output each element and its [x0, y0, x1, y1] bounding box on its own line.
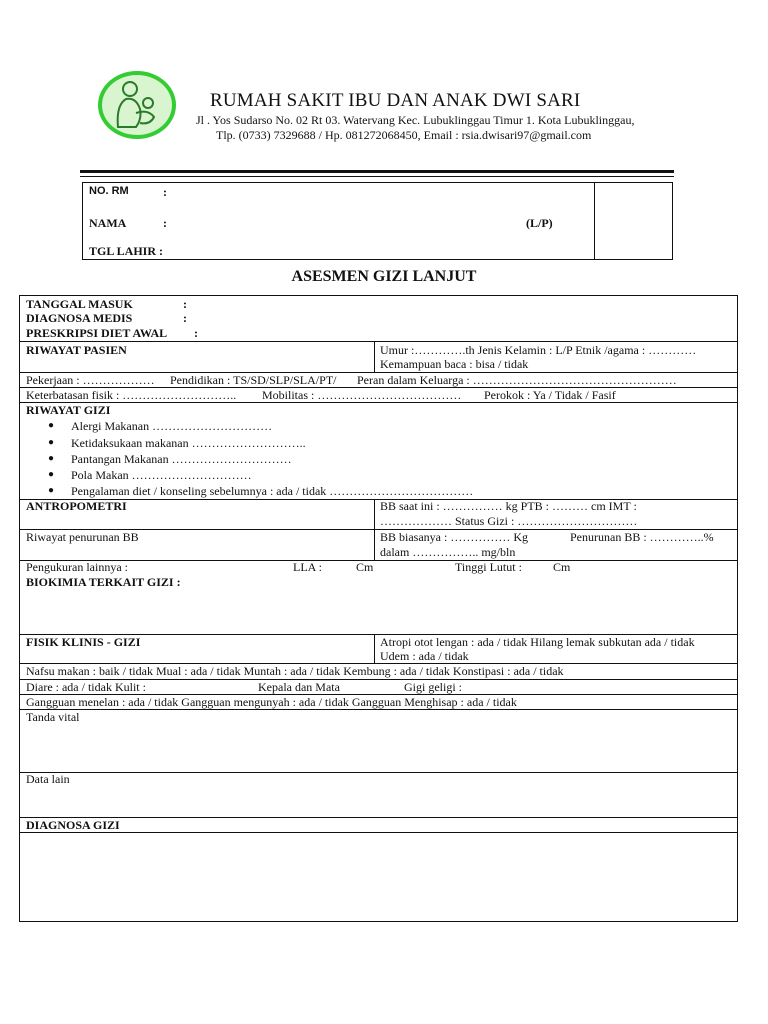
gangguan-field: Gangguan menelan : ada / tidak Gangguan mengunyah : ada / tidak Gangguan Menghisap : ada / tidak	[26, 695, 517, 709]
nafsu-makan-field: Nafsu makan : baik / tidak Mual : ada / tidak Muntah : ada / tidak Kembung : ada / tidak Konstipasi : ada / tidak	[26, 664, 564, 678]
header-rule-thin	[80, 176, 674, 177]
antropometri-heading: ANTROPOMETRI	[26, 499, 127, 513]
riwayat-pasien-heading: RIWAYAT PASIEN	[26, 343, 127, 357]
header-rule-thick	[80, 170, 674, 173]
bb-saat-ini-field: BB saat ini : …………… kg PTB : ……… cm IMT :	[380, 499, 637, 513]
atropi-field: Atropi otot lengan : ada / tidak Hilang lemak subkutan ada / tidak	[380, 635, 695, 649]
no-rm-colon: :	[163, 185, 167, 199]
penurunan-bb-field: Penurunan BB : …………..%	[570, 530, 714, 544]
gigi-field: Gigi geligi :	[404, 680, 462, 694]
data-lain-label: Data lain	[26, 772, 70, 786]
perokok-field: Perokok : Ya / Tidak / Fasif	[484, 388, 616, 402]
gender-field: (L/P)	[526, 216, 553, 230]
gizi-item: Pola Makan …………………………	[71, 468, 252, 482]
dalam-field: dalam …………….. mg/bln	[380, 545, 516, 559]
form-title: ASESMEN GIZI LANJUT	[291, 268, 477, 285]
tanggal-masuk-label: TANGGAL MASUK	[26, 297, 133, 311]
tinggi-lutut-label: Tinggi Lutut :	[455, 560, 522, 574]
tgl-lahir-label: TGL LAHIR :	[89, 244, 164, 258]
udem-field: Udem : ada / tidak	[380, 649, 469, 663]
assessment-form	[19, 295, 738, 922]
bullet-icon: ●	[48, 437, 55, 448]
kemampuan-baca-field: Kemampuan baca : bisa / tidak	[380, 357, 529, 371]
diagnosa-medis-colon: :	[183, 311, 187, 325]
bullet-icon: ●	[48, 420, 55, 431]
tanggal-masuk-colon: :	[183, 297, 187, 311]
hospital-logo	[96, 69, 178, 141]
patient-box-divider	[594, 183, 595, 259]
nama-label: NAMA	[89, 216, 127, 230]
pekerjaan-field: Pekerjaan : ………………	[26, 373, 155, 387]
fisik-klinis-heading: FISIK KLINIS - GIZI	[26, 635, 141, 649]
mobilitas-field: Mobilitas : ………………………………	[262, 388, 462, 402]
hospital-name: RUMAH SAKIT IBU DAN ANAK DWI SARI	[210, 90, 581, 111]
riwayat-penurunan-label: Riwayat penurunan BB	[26, 530, 139, 544]
bullet-icon: ●	[48, 453, 55, 464]
kepala-mata-field: Kepala dan Mata	[258, 680, 340, 694]
umur-field: Umur :………….th Jenis Kelamin : L/P Etnik /agama : …………	[380, 343, 697, 357]
lla-label: LLA :	[293, 560, 322, 574]
gizi-item: Ketidaksukaan makanan ………………………..	[71, 436, 306, 450]
preskripsi-label: PRESKRIPSI DIET AWAL	[26, 326, 168, 340]
bullet-icon: ●	[48, 485, 55, 496]
tinggi-lutut-unit: Cm	[553, 560, 571, 574]
gizi-item: Pengalaman diet / konseling sebelumnya : ada / tidak ………………………………	[71, 484, 474, 498]
peran-keluarga-field: Peran dalam Keluarga : ……………………………………………	[357, 373, 677, 387]
tanda-vital-label: Tanda vital	[26, 710, 80, 724]
biokimia-heading: BIOKIMIA TERKAIT GIZI :	[26, 575, 181, 589]
preskripsi-colon: :	[194, 326, 198, 340]
diare-field: Diare : ada / tidak Kulit :	[26, 680, 146, 694]
gizi-item: Pantangan Makanan …………………………	[71, 452, 292, 466]
keterbatasan-fisik-field: Keterbatasan fisik : ………………………..	[26, 388, 237, 402]
bullet-icon: ●	[48, 469, 55, 480]
diagnosa-medis-label: DIAGNOSA MEDIS	[26, 311, 133, 325]
gizi-item: Alergi Makanan …………………………	[71, 419, 273, 433]
hospital-contact: Tlp. (0733) 7329688 / Hp. 081272068450, Email : rsia.dwisari97@gmail.com	[216, 128, 592, 142]
patient-info-box	[82, 182, 673, 260]
nama-colon: :	[163, 216, 167, 230]
no-rm-label: NO. RM	[89, 185, 129, 197]
riwayat-gizi-heading: RIWAYAT GIZI	[26, 403, 111, 417]
lla-unit: Cm	[356, 560, 374, 574]
bb-biasanya-field: BB biasanya : …………… Kg	[380, 530, 528, 544]
pengukuran-lain-label: Pengukuran lainnya :	[26, 560, 128, 574]
pendidikan-field: Pendidikan : TS/SD/SLP/SLA/PT/	[170, 373, 337, 387]
status-gizi-field: ……………… Status Gizi : …………………………	[380, 514, 638, 528]
hospital-address: Jl . Yos Sudarso No. 02 Rt 03. Watervang Kec. Lubuklinggau Timur 1. Kota Lubuklinggau,	[196, 113, 635, 127]
diagnosa-gizi-heading: DIAGNOSA GIZI	[26, 818, 120, 832]
